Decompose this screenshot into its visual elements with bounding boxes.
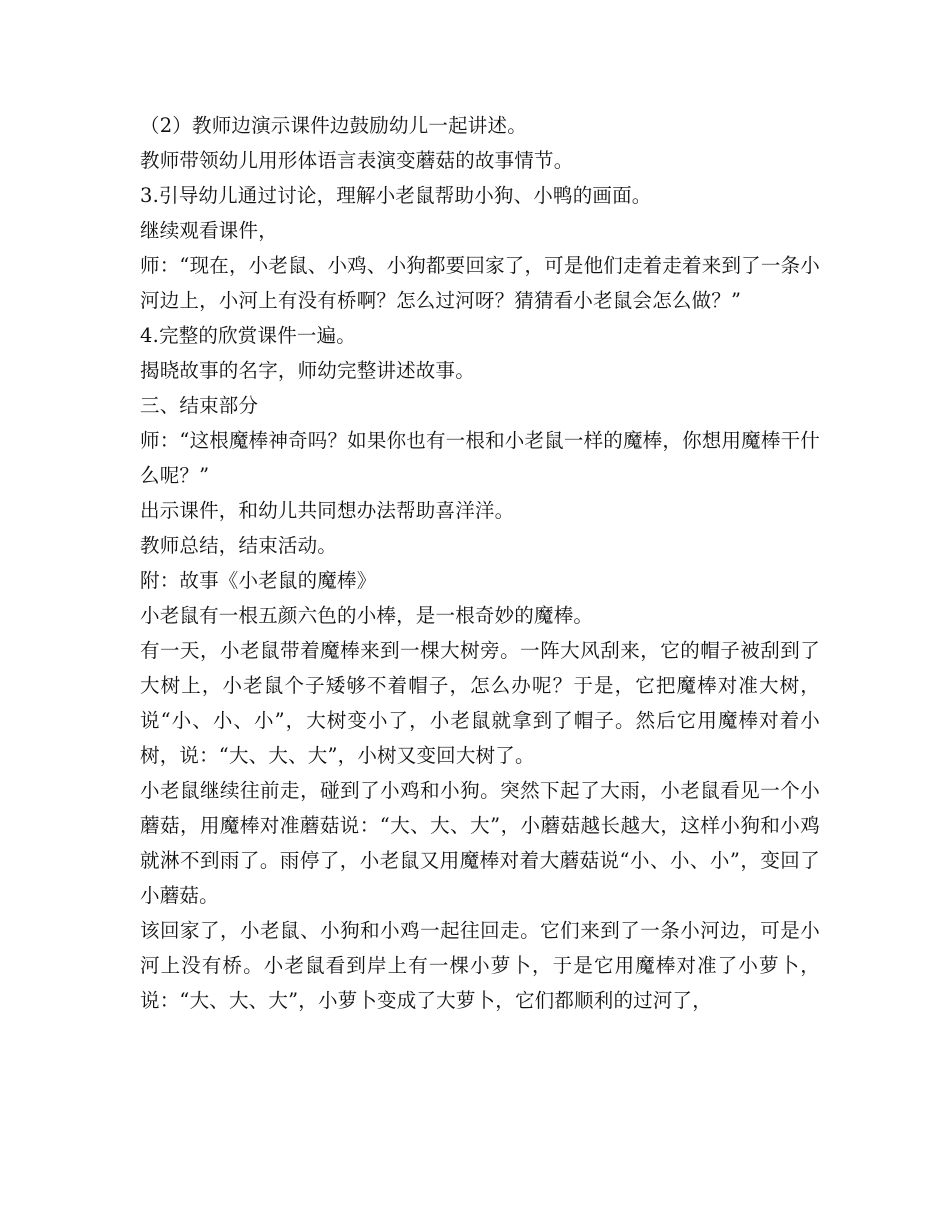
- story-paragraph-4: 该回家了，小老鼠、小狗和小鸡一起往回走。它们来到了一条小河边，可是小河上没有桥。小老鼠看到岸上有一棵小萝卜，于是它用魔棒对准了小萝卜，说：“大、大、大”，小萝卜变成了大萝卜，它们都顺利的过河了，: [140, 919, 820, 1012]
- appendix-story-title: 附：故事《小老鼠的魔棒》: [140, 569, 377, 592]
- paragraph-teacher-question-wand: 师：“这根魔棒神奇吗？如果你也有一根和小老鼠一样的魔棒，你想用魔棒干什么呢？”: [140, 429, 820, 487]
- story-paragraph-2: 有一天，小老鼠带着魔棒来到一棵大树旁。一阵大风刮来，它的帽子被刮到了大树上，小老鼠个子矮够不着帽子，怎么办呢？于是，它把魔棒对准大树，说“小、小、小”，大树变小了，小老鼠就拿到了帽子。然后它用魔棒对着小树，说：“大、大、大”，小树又变回大树了。: [140, 639, 820, 767]
- section-heading-ending: 三、结束部分: [140, 394, 259, 417]
- paragraph-reveal-title: 揭晓故事的名字，师幼完整讲述故事。: [140, 359, 475, 382]
- paragraph-body-language: 教师带领幼儿用形体语言表演变蘑菇的故事情节。: [140, 149, 574, 172]
- paragraph-summary: 教师总结，结束活动。: [140, 534, 338, 557]
- story-paragraph-3: 小老鼠继续往前走，碰到了小鸡和小狗。突然下起了大雨，小老鼠看见一个小蘑菇，用魔棒对准蘑菇说：“大、大、大”，小蘑菇越长越大，这样小狗和小鸡就淋不到雨了。雨停了，小老鼠又用魔棒对着大蘑菇说“小、小、小”，变回了小蘑菇。: [140, 779, 820, 907]
- paragraph-step-2-narration: （2）教师边演示课件边鼓励幼儿一起讲述。: [140, 114, 527, 137]
- document-body: [140, 108, 820, 1018]
- story-paragraph-1: 小老鼠有一根五颜六色的小棒，是一根奇妙的魔棒。: [140, 604, 594, 627]
- paragraph-step-3: 3.引导幼儿通过讨论，理解小老鼠帮助小狗、小鸭的画面。: [140, 184, 652, 207]
- paragraph-show-courseware: 出示课件，和幼儿共同想办法帮助喜洋洋。: [140, 499, 515, 522]
- paragraph-continue-watching: 继续观看课件，: [140, 219, 278, 242]
- paragraph-step-4: 4.完整的欣赏课件一遍。: [140, 324, 357, 347]
- paragraph-teacher-question-river: 师：“现在，小老鼠、小鸡、小狗都要回家了，可是他们走着走着来到了一条小河边上，小河上有没有桥啊？怎么过河呀？猜猜看小老鼠会怎么做？”: [140, 254, 820, 312]
